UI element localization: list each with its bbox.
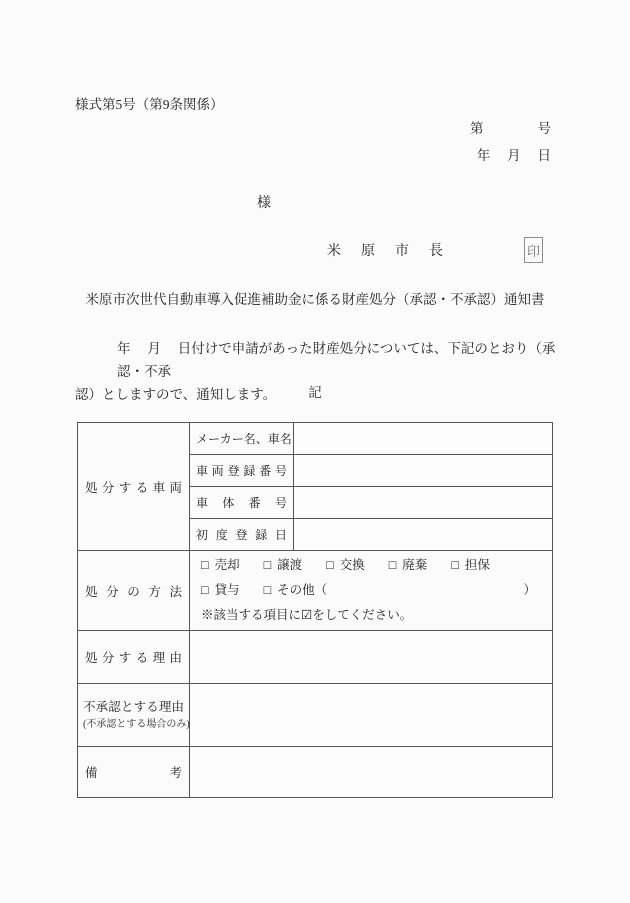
remarks-value[interactable] <box>190 747 553 798</box>
checkbox-icon[interactable]: □ <box>326 558 334 572</box>
disposal-reason-label: 処分する理由 <box>78 631 190 684</box>
checkbox-label: 譲渡 <box>277 558 303 572</box>
disapproval-reason-label-sub: (不承認とする場合のみ) <box>83 719 190 730</box>
table-row <box>78 747 553 798</box>
method-options-line-2 <box>201 578 536 603</box>
body-line-1: 年 月 日付けで申請があった財産処分については、下記のとおり（承認・不承 <box>117 341 556 379</box>
checkbox-icon[interactable]: □ <box>201 558 209 572</box>
checkbox-option-other[interactable] <box>264 578 328 603</box>
checkbox-option-sell[interactable] <box>201 553 240 578</box>
maker-name-label: メーカー名、車名 <box>190 423 294 455</box>
checkbox-option-lend[interactable] <box>201 578 240 603</box>
form-table <box>77 422 553 798</box>
checkbox-icon[interactable]: □ <box>263 558 272 572</box>
checkbox-option-collateral[interactable] <box>451 553 490 578</box>
checkbox-label: 担保 <box>464 558 490 572</box>
table-row <box>78 423 553 455</box>
checkbox-option-transfer[interactable] <box>264 553 303 578</box>
checkbox-icon[interactable]: □ <box>451 558 459 572</box>
checkbox-icon[interactable]: □ <box>201 583 209 597</box>
recipient-suffix: 様 <box>257 196 271 211</box>
vehicle-maker-name-value[interactable] <box>294 423 553 455</box>
document-number-line: 第 号 <box>470 121 551 136</box>
first-registration-date-value[interactable] <box>294 519 553 551</box>
form-number: 様式第5号（第9条関係） <box>75 97 224 112</box>
seal-mark: 印 <box>526 243 540 259</box>
checkbox-option-scrap[interactable] <box>389 553 428 578</box>
table-row <box>78 631 553 684</box>
disposal-method-label: 処分の方法 <box>78 551 190 631</box>
document-title: 米原市次世代自動車導入促進補助金に係る財産処分（承認・不承認）通知書 <box>85 292 545 307</box>
disapproval-reason-label-main: 不承認とする理由 <box>83 700 184 714</box>
method-options-line-1 <box>201 553 536 578</box>
checkbox-label: 売却 <box>214 558 240 572</box>
body-line-2: 認）としますので、通知します。 <box>75 387 277 402</box>
method-note: ※該当する項目に☑をしてください。 <box>201 608 413 622</box>
registration-number-label: 車両登録番号 <box>190 455 294 487</box>
issuer-title: 米 原 市 長 <box>327 244 446 259</box>
checkbox-label: 交換 <box>339 558 365 572</box>
checkbox-option-exchange[interactable] <box>326 553 365 578</box>
document-date-line: 年 月 日 <box>476 148 551 163</box>
table-row <box>78 684 553 747</box>
vehicle-section-label: 処分する車両 <box>78 423 190 551</box>
vehicle-registration-number-value[interactable] <box>294 455 553 487</box>
disapproval-reason-label <box>78 684 190 747</box>
checkbox-label: 廃棄 <box>402 558 428 572</box>
disposal-reason-value[interactable] <box>190 631 553 684</box>
first-registration-date-label: 初度登録日 <box>190 519 294 551</box>
disposal-method-options <box>190 551 553 631</box>
table-row <box>78 551 553 631</box>
seal-placeholder <box>524 237 543 263</box>
other-close-paren: ） <box>523 583 536 597</box>
checkbox-label: その他（ <box>277 583 328 597</box>
checkbox-icon[interactable]: □ <box>388 558 397 572</box>
record-marker: 記 <box>308 385 322 400</box>
vehicle-body-number-value[interactable] <box>294 487 553 519</box>
checkbox-label: 貸与 <box>214 583 240 597</box>
body-number-label: 車体番号 <box>190 487 294 519</box>
remarks-label: 備考 <box>78 747 190 798</box>
checkbox-icon[interactable]: □ <box>263 583 272 597</box>
disapproval-reason-value[interactable] <box>190 684 553 747</box>
